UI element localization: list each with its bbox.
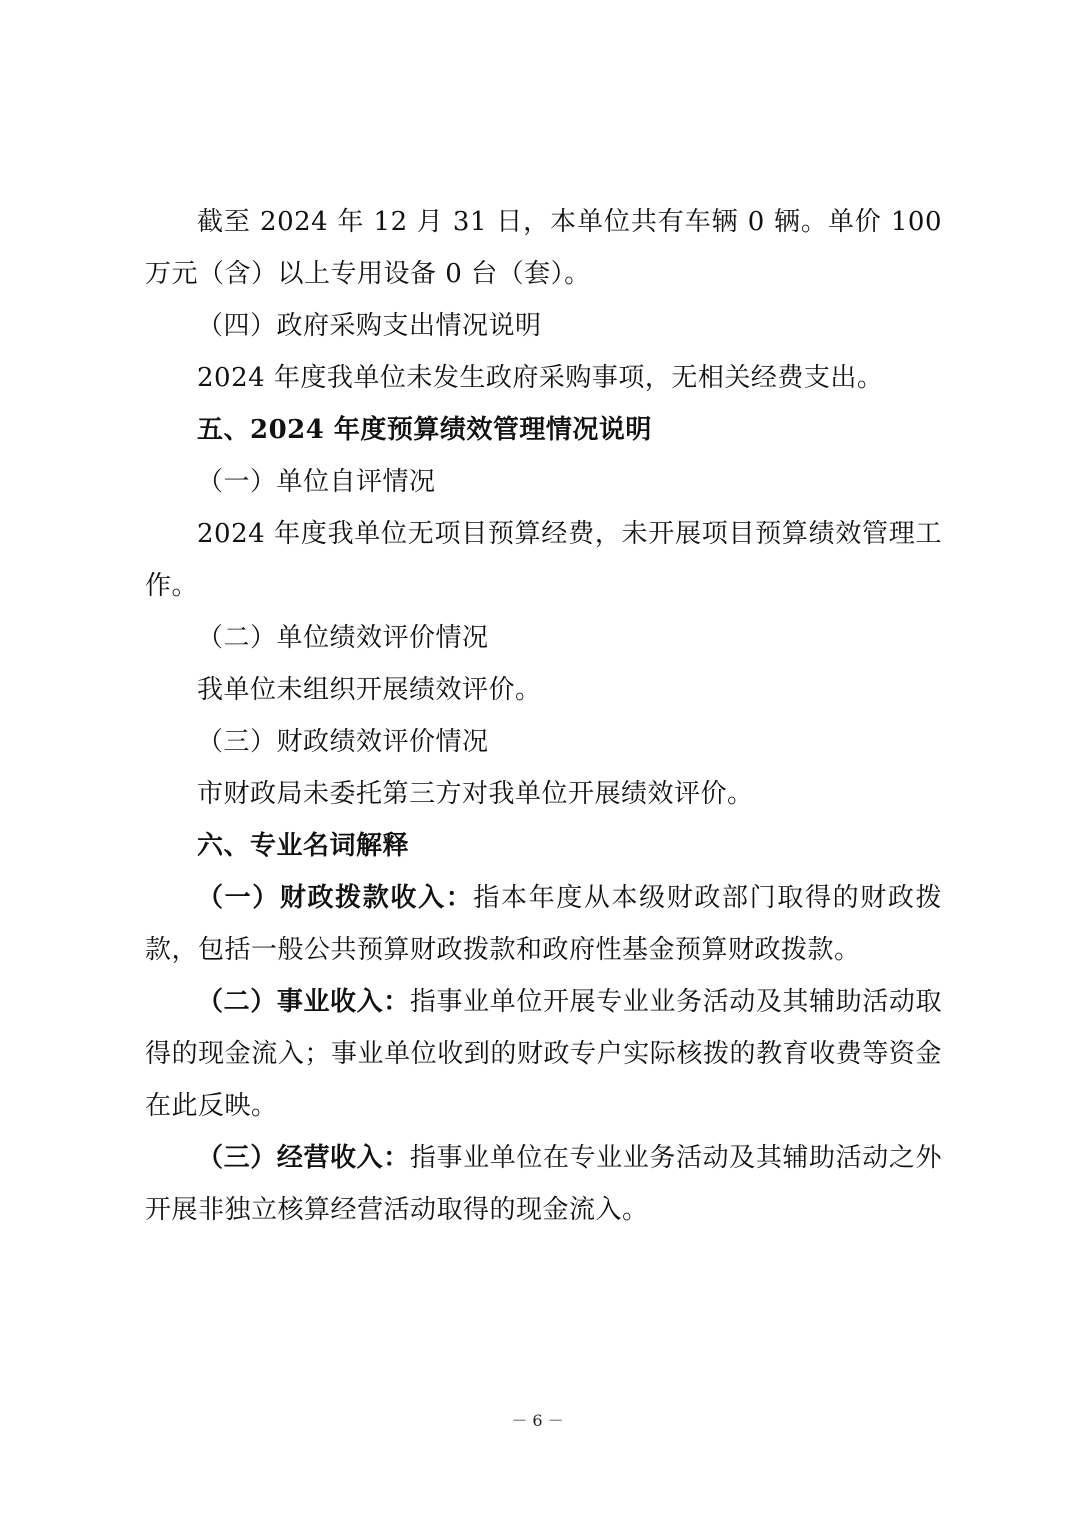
definition-operating-income <box>145 1132 942 1236</box>
subheading-unit-evaluation: （二）单位绩效评价情况 <box>197 623 489 653</box>
term-definition: 指事业单位开展专业业务活动及其辅助活动取得的现金流入；事业单位收到的财政专户实际核拨的教育收费等资金在此反映。 <box>145 987 942 1121</box>
subheading-government-procurement: （四）政府采购支出情况说明 <box>197 311 542 341</box>
paragraph-vehicles: 截至 2024 年 12 月 31 日，本单位共有车辆 0 辆。单价 100 万元（含）以上专用设备 0 台（套）。 <box>145 207 942 289</box>
term-label: （一）财政拨款收入： <box>197 883 474 913</box>
paragraph-unit-evaluation: 我单位未组织开展绩效评价。 <box>197 675 542 705</box>
section-heading-terms: 六、专业名词解释 <box>197 831 410 861</box>
subheading-self-evaluation: （一）单位自评情况 <box>197 467 436 497</box>
definition-fiscal-appropriation <box>145 872 942 976</box>
paragraph-procurement: 2024 年度我单位未发生政府采购事项，无相关经费支出。 <box>197 363 884 393</box>
page-number: － 6 － <box>511 1411 564 1430</box>
document-body <box>145 196 942 1236</box>
paragraph-self-evaluation: 2024 年度我单位无项目预算经费，未开展项目预算绩效管理工作。 <box>145 519 942 601</box>
section-heading-performance: 五、2024 年度预算绩效管理情况说明 <box>197 415 652 445</box>
definition-business-income <box>145 976 942 1132</box>
term-definition: 指本年度从本级财政部门取得的财政拨款，包括一般公共预算财政拨款和政府性基金预算财政拨款。 <box>145 883 942 965</box>
term-definition: 指事业单位在专业业务活动及其辅助活动之外开展非独立核算经营活动取得的现金流入。 <box>145 1143 942 1225</box>
paragraph-finance-evaluation: 市财政局未委托第三方对我单位开展绩效评价。 <box>197 779 754 809</box>
subheading-finance-evaluation: （三）财政绩效评价情况 <box>197 727 489 757</box>
term-label: （二）事业收入： <box>197 987 410 1017</box>
term-label: （三）经营收入： <box>197 1143 410 1173</box>
